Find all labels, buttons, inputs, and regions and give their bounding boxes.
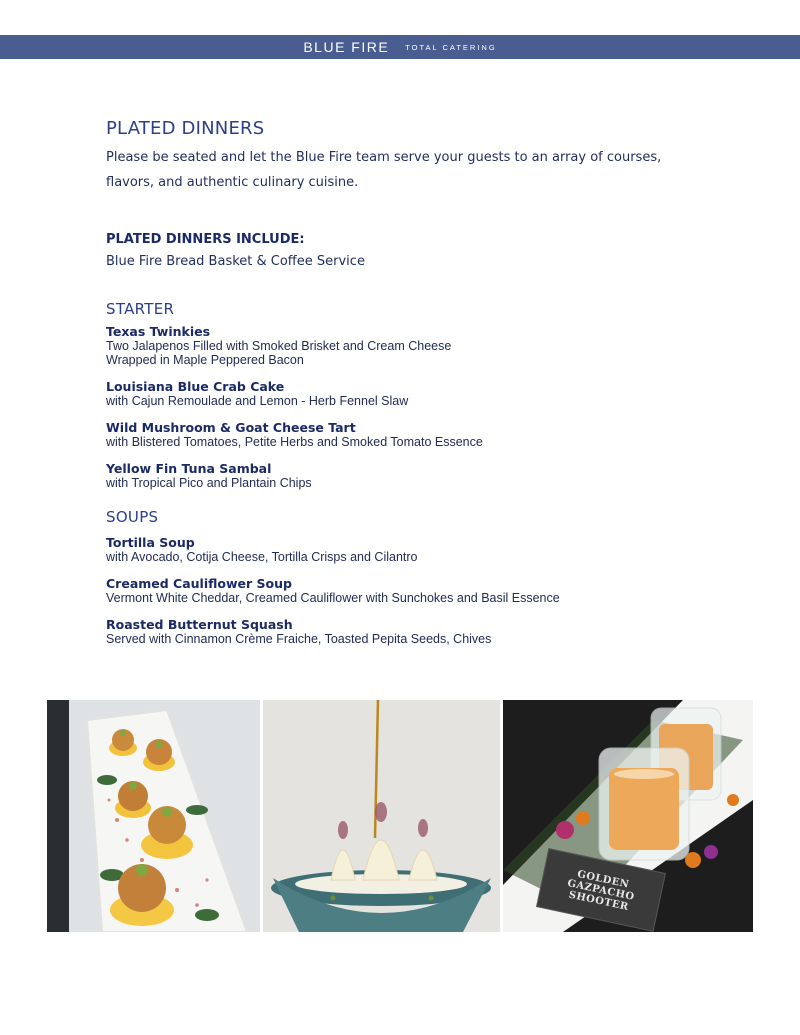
item-description: with Avocado, Cotija Cheese, Tortilla Crisps and Cilantro <box>106 550 418 564</box>
item-name: Roasted Butternut Squash <box>106 617 293 632</box>
photo-row <box>47 700 753 932</box>
item-description: Two Jalapenos Filled with Smoked Brisket and Cream Cheese Wrapped in Maple Peppered Bacon <box>106 339 452 367</box>
appetizer-platter-illustration <box>47 700 260 932</box>
photo-gazpacho-shooters <box>503 700 753 932</box>
soups-heading: SOUPS <box>106 508 159 526</box>
item-name: Tortilla Soup <box>106 535 195 550</box>
header-bar <box>0 35 800 59</box>
menu-content <box>106 118 706 659</box>
starter-list <box>106 325 706 490</box>
menu-item <box>106 325 706 367</box>
brand-logo: BLUE FIRE <box>303 39 390 55</box>
photo-appetizer-platter <box>47 700 260 932</box>
soups-list <box>106 536 706 646</box>
menu-item <box>106 536 706 564</box>
photo-dessert-cones <box>263 700 500 932</box>
item-description: with Cajun Remoulade and Lemon - Herb Fennel Slaw <box>106 394 409 408</box>
menu-item <box>106 380 706 408</box>
menu-item <box>106 421 706 449</box>
starter-heading: STARTER <box>106 300 175 318</box>
gazpacho-sign: GOLDEN GAZPACHO SHOOTER <box>536 848 666 932</box>
item-description: with Tropical Pico and Plantain Chips <box>106 476 312 490</box>
brand-tagline: TOTAL CATERING <box>405 42 497 52</box>
item-name: Texas Twinkies <box>106 324 211 339</box>
item-description: Vermont White Cheddar, Creamed Cauliflower with Sunchokes and Basil Essence <box>106 591 560 605</box>
item-name: Yellow Fin Tuna Sambal <box>106 461 272 476</box>
dessert-cones-illustration <box>263 700 500 932</box>
item-description: Served with Cinnamon Crème Fraiche, Toasted Pepita Seeds, Chives <box>106 632 492 646</box>
item-name: Wild Mushroom & Goat Cheese Tart <box>106 420 356 435</box>
item-name: Creamed Cauliflower Soup <box>106 576 292 591</box>
intro-text: Please be seated and let the Blue Fire team serve your guests to an array of courses, flavors, and authentic culinary cuisine. <box>106 150 662 190</box>
menu-item <box>106 618 706 646</box>
item-description: with Blistered Tomatoes, Petite Herbs and Smoked Tomato Essence <box>106 435 483 449</box>
menu-item <box>106 462 706 490</box>
page-title: PLATED DINNERS <box>106 118 265 139</box>
menu-item <box>106 577 706 605</box>
item-name: Louisiana Blue Crab Cake <box>106 379 285 394</box>
includes-heading: PLATED DINNERS INCLUDE: <box>106 232 305 247</box>
includes-text: Blue Fire Bread Basket & Coffee Service <box>106 254 365 269</box>
